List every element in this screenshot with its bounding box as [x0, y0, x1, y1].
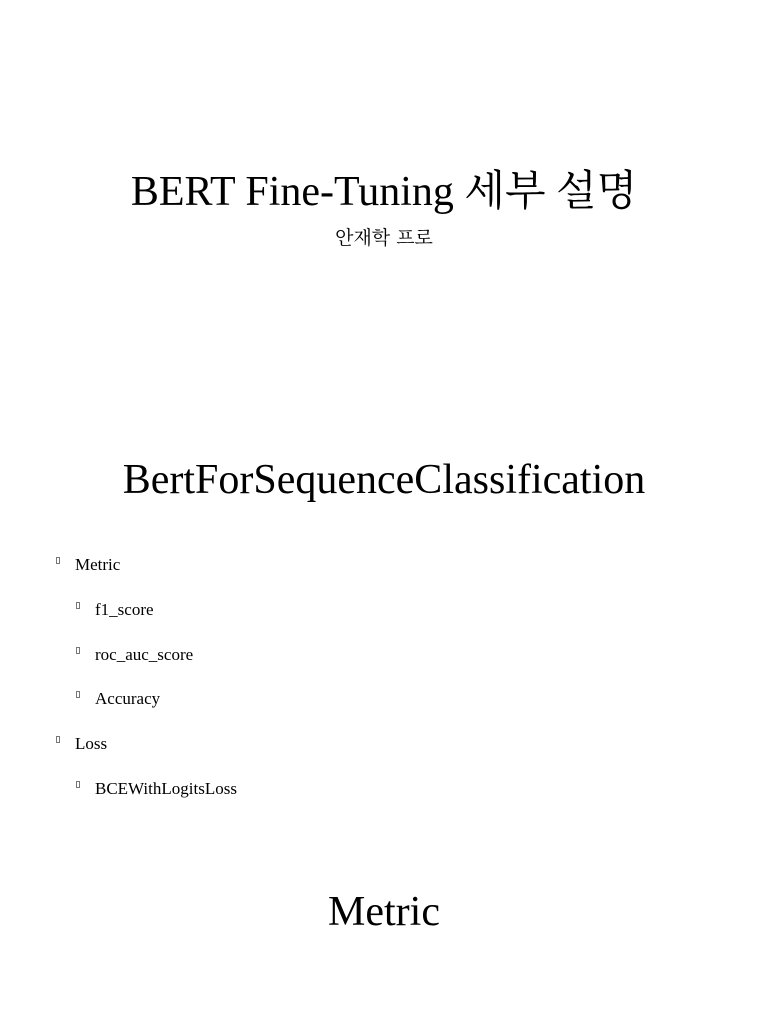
bullet-marker-icon — [76, 647, 80, 654]
bullet-label: Metric — [75, 555, 121, 574]
title-slide — [0, 0, 768, 330]
bullet-label: Accuracy — [95, 689, 161, 708]
bullet-item-f1-score — [95, 599, 154, 621]
bullet-label: BCEWithLogitsLoss — [95, 779, 237, 798]
bullet-item-accuracy — [95, 688, 160, 710]
bullet-marker-icon — [76, 781, 80, 788]
bullet-marker-icon — [56, 736, 60, 743]
bullet-item-roc-auc-score — [95, 644, 193, 666]
bullet-label: f1_score — [95, 600, 154, 619]
bullet-marker-icon — [56, 557, 60, 564]
main-title: BERT Fine-Tuning 세부 설명 — [130, 169, 638, 215]
bullet-item-metric — [75, 554, 120, 576]
section-title: Metric — [328, 889, 440, 935]
section-slide — [0, 880, 768, 1024]
bullet-label: Loss — [75, 734, 108, 753]
subtitle-author: 안재학 프로 — [335, 227, 433, 249]
bullet-item-bce-with-logits-loss — [95, 778, 237, 800]
bullet-marker-icon — [76, 691, 80, 698]
slide-heading: BertForSequenceClassification — [122, 457, 646, 503]
bullet-item-loss — [75, 733, 107, 755]
bullet-label: roc_auc_score — [95, 645, 194, 664]
content-slide — [0, 440, 768, 820]
bullet-marker-icon — [76, 602, 80, 609]
